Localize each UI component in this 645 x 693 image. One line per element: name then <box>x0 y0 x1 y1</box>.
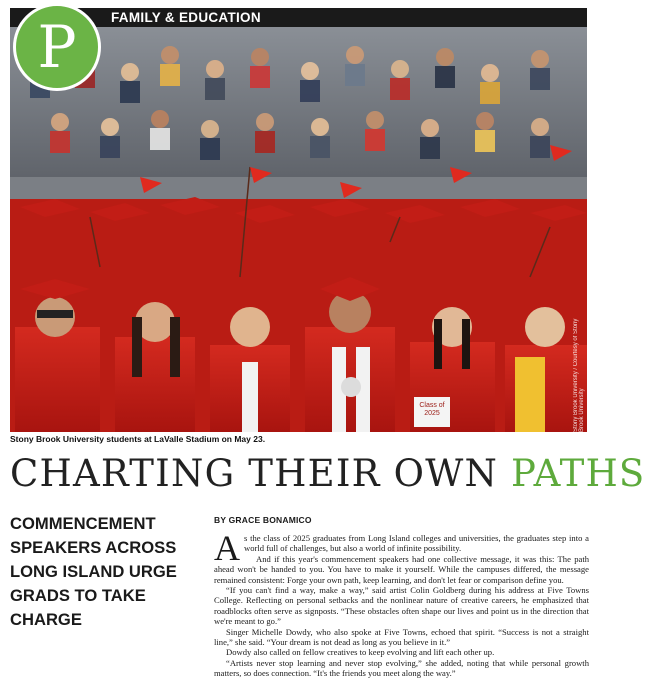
headline <box>10 452 645 495</box>
deck-line: COMMENCEMENT <box>10 514 156 533</box>
sign-line-2: 2025 <box>424 410 440 417</box>
deck-line: SPEAKERS ACROSS <box>10 538 177 557</box>
sign-card <box>414 397 450 427</box>
article-paragraph: Singer Michelle Dowdy, who also spoke at Five Towns, echoed that spirit. “Success is not a straight line,” she said. “Your dream is not dead as long as you believe in it.” <box>214 626 589 648</box>
article-paragraph: “Artists never stop learning and never stop evolving,” she added, noting that while personal growth matters, so does connection. “It's the friends you meet along the way.” <box>214 657 589 679</box>
photo-credit: Stony Brook University / Courtesy of Stony Brook University <box>573 318 585 432</box>
byline: BY GRACE BONAMICO <box>214 515 312 525</box>
sign-line-1: Class of <box>419 402 445 409</box>
article-paragraph: “If you can't find a way, make a way,” said artist Colin Goldberg during his address at Five Towns College. Reflecting on personal setbacks and the nonlinear nature of creative careers, he emphasized that roadblocks often serve as signposts. “These obstacles often shape our lives and point us in the direction that we're meant to go.” <box>214 585 589 627</box>
section-label: FAMILY & EDUCATION <box>111 10 261 25</box>
article-paragraph <box>214 528 589 568</box>
paragraph-text: s the class of 2025 graduates from Long Island colleges and universities, the graduates step into a world full of challenges, but also a world of infinite possibility. <box>244 533 589 554</box>
logo-badge <box>13 3 101 91</box>
headline-accent: PATHS <box>510 452 645 495</box>
logo-letter: P <box>37 13 77 81</box>
deck-line: LONG ISLAND URGE <box>10 562 177 581</box>
headline-main: CHARTING THEIR OWN <box>10 452 511 495</box>
article-body <box>214 528 589 679</box>
article-paragraph: Dowdy also called on fellow creatives to keep evolving and lift each other up. <box>226 647 495 658</box>
article-paragraph: And if this year's commencement speakers had one collective message, it was this: The path ahead won't be handed to you. You have to make it yourself. While the campuses differed, the message remained consistent: Forge your own path, keep learning, and don't let fear or comparison define you. <box>214 553 589 585</box>
drop-cap: A <box>214 528 240 568</box>
deck-line: GRADS TO TAKE <box>10 586 146 605</box>
deck <box>10 512 200 632</box>
deck-line: CHARGE <box>10 610 82 629</box>
photo-caption: Stony Brook University students at LaValle Stadium on May 23. <box>10 434 266 444</box>
